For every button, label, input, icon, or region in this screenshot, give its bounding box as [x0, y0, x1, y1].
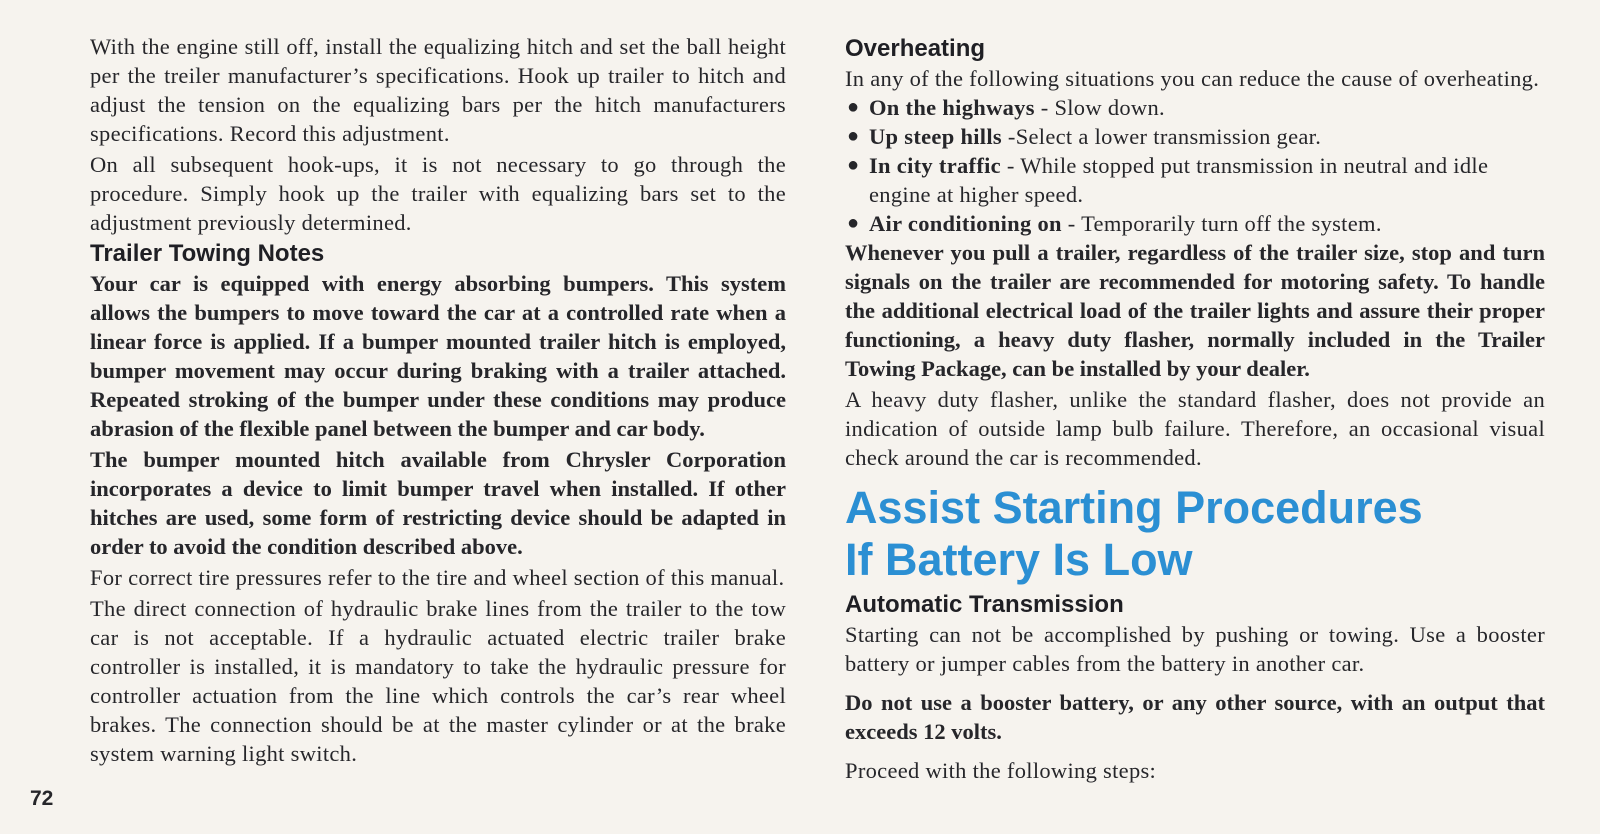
list-item: ● In city traffic - While stopped put transmission in neutral and idle engine at higher speed. — [847, 153, 1489, 207]
bullet-icon: ● — [847, 154, 860, 176]
voltage-warning-paragraph: Do not use a booster battery, or any other source, with an output that exceeds 12 volts. — [845, 690, 1545, 744]
trailer-towing-notes-heading: Trailer Towing Notes — [90, 240, 325, 267]
list-item: ● Up steep hills -Select a lower transmission gear. — [847, 124, 1322, 149]
tire-pressure-paragraph: For correct tire pressures refer to the tire and wheel section of this manual. — [90, 565, 785, 590]
booster-battery-paragraph: Starting can not be accomplished by pushing or towing. Use a booster battery or jumper cables from the battery in another car. — [845, 622, 1545, 676]
turn-signals-paragraph: Whenever you pull a trailer, regardless of the trailer size, stop and turn signals on the trailer are recommended for motoring safety. To handle the additional electrical load of the trailer lights and assure their proper functioning, a heavy duty flasher, normally included in the Trailer Towing Package, can be installed by your dealer. — [845, 240, 1545, 381]
left-column — [90, 32, 786, 768]
automatic-transmission-heading: Automatic Transmission — [845, 591, 1124, 618]
hitch-setup-paragraph: With the engine still off, install the equalizing hitch and set the ball height per the treiler manufacturer’s specifications. Hook up trailer to hitch and adjust the tension on the equalizing bars per the hitch manufacturers specifications. Record this adjustment. — [90, 34, 786, 146]
assist-starting-heading: Assist Starting Procedures If Battery Is Low — [845, 482, 1423, 585]
flasher-paragraph: A heavy duty flasher, unlike the standard flasher, does not provide an indication of outside lamp bulb failure. Therefore, an occasional visual check around the car is recommended. — [845, 387, 1545, 470]
bullet-icon: ● — [847, 125, 860, 147]
list-item: ● On the highways - Slow down. — [847, 95, 1165, 120]
bullet-icon: ● — [847, 212, 860, 234]
overheating-heading: Overheating — [845, 35, 986, 62]
page-number: 72 — [30, 787, 54, 810]
overheating-intro: In any of the following situations you can reduce the cause of overheating. — [845, 66, 1540, 91]
brake-lines-paragraph: The direct connection of hydraulic brake lines from the trailer to the tow car is not acceptable. If a hydraulic actuated electric trailer brake controller is installed, it is mandatory to take the hydraulic pressure for controller actuation from the line which controls the car’s rear wheel brakes. The connection should be at the master cylinder or at the brake system warning light switch. — [90, 596, 786, 766]
proceed-steps-paragraph: Proceed with the following steps: — [845, 758, 1157, 783]
right-column — [845, 32, 1545, 785]
overheating-list — [845, 93, 1545, 238]
bullet-icon: ● — [847, 96, 860, 118]
list-item: ● Air conditioning on - Temporarily turn off the system. — [847, 211, 1382, 236]
subsequent-hookups-paragraph: On all subsequent hook-ups, it is not necessary to go through the procedure. Simply hook up the trailer with equalizing bars set to the adjustment previously determined. — [90, 152, 786, 235]
bumper-warning-paragraph: Your car is equipped with energy absorbing bumpers. This system allows the bumpers to move toward the car at a controlled rate when a linear force is applied. If a bumper mounted trailer hitch is employed, bumper movement may occur during braking with a trailer attached. Repeated stroking of the bumper under these conditions may produce abrasion of the flexible panel between the bumper and car body. — [90, 271, 786, 441]
chrysler-hitch-paragraph: The bumper mounted hitch available from Chrysler Corporation incorporates a device to limit bumper travel when installed. If other hitches are used, some form of restricting device should be adapted in order to avoid the condition described above. — [90, 447, 786, 559]
